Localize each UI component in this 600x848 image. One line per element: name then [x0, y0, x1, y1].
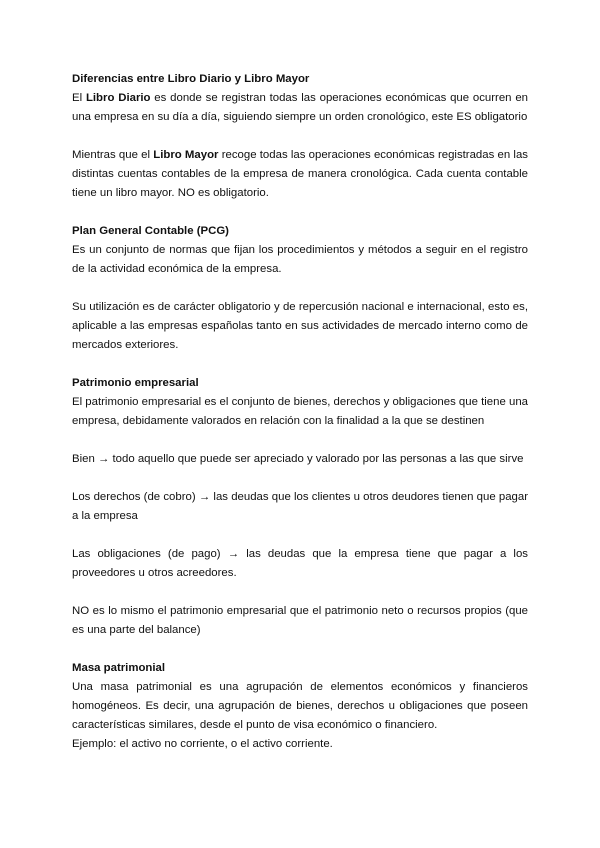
text-segment: Mientras que el: [72, 149, 154, 161]
term-libro-mayor: Libro Mayor: [153, 149, 219, 161]
heading-masa: Masa patrimonial: [72, 662, 166, 674]
paragraph-pgc-definition: Es un conjunto de normas que fijan los procedimientos y métodos a seguir en el registro de la actividad económica de la empresa.: [72, 244, 528, 275]
heading-patrimonio: Patrimonio empresarial: [72, 377, 199, 389]
heading-diario-mayor: Diferencias entre Libro Diario y Libro Mayor: [72, 73, 310, 85]
paragraph-obligaciones: Las obligaciones (de pago) → las deudas que la empresa tiene que pagar a los proveedores u otros acreedores.: [72, 548, 528, 579]
paragraph-patrimonio-definition: El patrimonio empresarial es el conjunto de bienes, derechos y obligaciones que tiene una empresa, debidamente valorados en relación con la finalidad a la que se destinen: [72, 396, 528, 427]
paragraph-derechos: Los derechos (de cobro) → las deudas que los clientes u otros deudores tienen que pagar a la empresa: [72, 491, 528, 522]
section-patrimonio: [72, 374, 528, 640]
section-pgc: [72, 222, 528, 355]
paragraph-pgc-utilizacion: Su utilización es de carácter obligatorio y de repercusión nacional e internacional, esto es, aplicable a las empresas españolas tanto en sus actividades de mercado interno como de mercados exteriores.: [72, 301, 528, 351]
document-page: [72, 70, 528, 754]
text-segment: El: [72, 92, 86, 104]
paragraph-masa-ejemplo: Ejemplo: el activo no corriente, o el activo corriente.: [72, 738, 333, 750]
paragraph-bien: Bien → todo aquello que puede ser apreciado y valorado por las personas a las que sirve: [72, 453, 524, 465]
text-segment: recoge todas las operaciones económicas registradas en las distintas cuentas contables de la empresa de manera cronológica. Cada cuenta contable tiene un libro mayor. NO es obligatorio.: [72, 149, 528, 199]
paragraph-libro-diario: [72, 89, 528, 127]
heading-pgc: Plan General Contable (PCG): [72, 225, 229, 237]
paragraph-masa-definition: Una masa patrimonial es una agrupación de elementos económicos y financieros homogéneos. Es decir, una agrupación de bienes, derechos u obligaciones que poseen características similares, desde el punto de visa económico o financiero.: [72, 681, 528, 731]
section-diario-mayor: [72, 70, 528, 203]
text-segment: es donde se registran todas las operaciones económicas que ocurren en una empresa en su día a día, siguiendo siempre un orden cronológico, este ES obligatorio: [72, 92, 528, 123]
term-libro-diario: Libro Diario: [85, 92, 151, 104]
section-masa: [72, 659, 528, 754]
paragraph-patrimonio-neto: NO es lo mismo el patrimonio empresarial que el patrimonio neto o recursos propios (que es una parte del balance): [72, 605, 528, 636]
paragraph-libro-mayor: [72, 146, 528, 203]
